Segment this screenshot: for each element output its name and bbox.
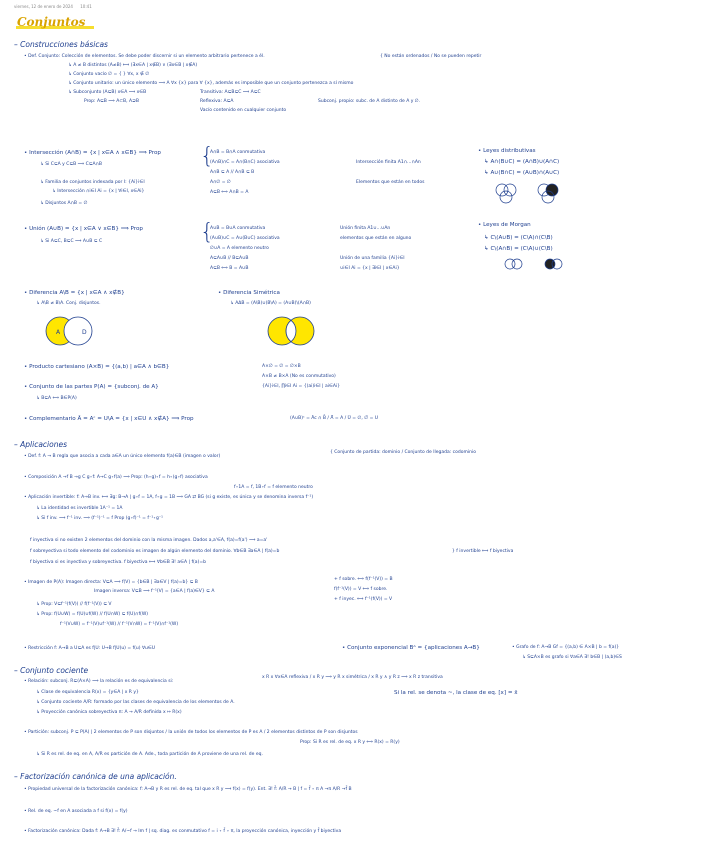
line-cartesian: • Producto cartesiano (A×B) = {(a,b) | a∈A ∧ b∈B} — [24, 364, 170, 370]
line-un-asociativa: (A∪B)∪C = A∪(B∪C) asociativa — [210, 236, 280, 241]
line-difference-note: ↳ A\B ≠ B\A. Conj. disjuntos. — [36, 301, 101, 306]
line-canonical-factorization: • Factorización canónica: Dada f: A→B ∃! f̄: A/~f → Im f | sq. diag. es conmutativo f = i ∘ f̄ ∘ π, la proyección canónica, inyección y f̄ biyectiva — [24, 829, 342, 834]
line-restriction: • Restricción f: A→B a U⊆A es f|U: U→B f|U(u) = f(u) ∀u∈U — [24, 646, 156, 651]
line-image-inverse: Imagen inversa: V⊆B ⟹ f⁻¹(V) = {a∈A | f(a)∈V} ⊆ A — [94, 589, 215, 594]
line-relation-props: x R x ∀x∈A reflexiva / x R y ⟹ y R x simétrica / x R y ∧ y R z ⟹ x R z transitiva — [262, 675, 443, 680]
brace-intersection-props: { — [200, 144, 214, 169]
line-injective: f inyectiva si no existen 2 elementos del dominio con la misma imagen. Dados a,a'∈A, f(a)=f(a') ⟹ a=a' — [30, 538, 268, 543]
line-def-conjunto: • Def. Conjunto: Colección de elementos. Se debe poder discernir si un elemento arbitrario pertenece a él. — [24, 54, 265, 59]
line-union: • Unión (A∪B) = {x | x∈A ∨ x∈B} ⟹ Prop — [24, 226, 143, 232]
venn-label-d: D — [82, 329, 87, 336]
line-image-direct: • Imagen de P(A): Imagen directa: V⊆A ⟹ f(V) = {b∈B | ∃a∈V | f(a)=b} ⊆ B — [24, 580, 198, 585]
line-partition-relation: ↳ Si R es rel. de eq. en A, A/R es partición de A. Ade., toda partición de A proviene de una rel. de eq. — [36, 752, 263, 757]
symmetric-difference-venn — [258, 312, 328, 350]
line-inverse-prop: ↳ Si f inv. ⟹ f⁻¹ inv. ⟹ (f⁻¹)⁻¹ = f Prop (g∘f)⁻¹ = f⁻¹∘g⁻¹ — [36, 516, 163, 521]
line-transitive: Transitiva: A⊆B⊆C ⟹ A⊆C — [200, 90, 261, 95]
line-set-properties: { No están ordenados / No se pueden repetir — [380, 54, 482, 59]
line-finite-intersection: Intersección finita A1∩…∩An — [356, 160, 421, 165]
section-heading-basic: – Construcciones básicas — [14, 40, 108, 49]
line-un-conmutativa: A∪B = B∪A conmutativa — [210, 226, 266, 231]
line-cart-noncommutative: A×B ≠ B×A (No es conmutativo) — [262, 374, 336, 379]
line-intersection: • Intersección (A∩B) = {x | x∈A ∧ x∈B} ⟹ Prop — [24, 150, 161, 156]
line-relation: • Relación: subconj. R⊆(A×A) ⟹ la relación es de equivalencia si: — [24, 679, 174, 684]
line-invertible: • Aplicación invertible: f: A→B inv. ⟺ ∃g: B→A | g∘f = 1A, f∘g = 1B ⟹ GA ⇄ BG (si g existe, es única y se denomina inversa f⁻¹) — [24, 495, 314, 500]
line-symmetric-difference: • Diferencia Simétrica — [218, 290, 280, 296]
line-surj-cond-2: f(f⁻¹(V)) = V ⟺ f sobre. — [334, 587, 388, 592]
line-union-family-def: ∪i∈I Ai = {x | ∃i∈I | x∈Ai} — [340, 266, 400, 271]
line-invertible-iff-bijective: } f invertible ⟺ f biyectiva — [452, 549, 514, 554]
line-int-iff: A⊆B ⟺ A∩B = A — [210, 190, 249, 195]
line-un-iff: A⊆B ⟺ B = A∪B — [210, 266, 249, 271]
line-complement: • Complementario Ā = Aᶜ = U\A = {x | x∈U ∧ x∉A} ⟹ Prop — [24, 416, 194, 422]
line-inj-cond: + f inyec. ⟺ f⁻¹(f(V)) = V — [334, 597, 393, 602]
date-text: viernes, 12 de enero de 2024 — [14, 4, 73, 9]
line-distributive: • Leyes distributivas — [478, 148, 536, 154]
line-surj-cond: + f sobre. ⟺ f(f⁻¹(V)) = B — [334, 577, 393, 582]
line-morgan: • Leyes de Morgan — [478, 222, 531, 228]
line-disjoint: ↳ Disjuntos A∩B = ∅ — [40, 201, 88, 206]
line-partition: • Partición: subconj. P ⊆ P(A) | 2 elementos de P son disjuntos / la unión de todos los elementos de P es A / 2 elementos distintos de P son disjuntos — [24, 730, 358, 735]
line-partition-prop: Prop: Si R es rel. de eq. x R y ⟺ R(x) = R(y) — [300, 740, 400, 745]
line-morgan-1: ↳ C\(A∪B) = (C\A)∩(C\B) — [484, 235, 553, 241]
line-proper-subset: Subconj. propio: subc. de A distinto de A y ∅. — [318, 99, 421, 104]
brace-union-props: { — [200, 220, 214, 245]
line-cart-empty: A×∅ = ∅ = ∅×B — [262, 364, 301, 369]
section-label: Aplicaciones — [20, 440, 67, 449]
section-label: Construcciones básicas — [20, 40, 108, 49]
line-symmetric-def: ↳ AΔB = (A\B)∪(B\A) = (A∪B)\(A∩B) — [230, 301, 311, 306]
line-domain-codomain: { Conjunto de partida: dominio / Conjunto de llegada: codominio — [330, 450, 476, 455]
line-unitary-set: ↳ Conjunto unitario: un único elemento ⟹ A ∀x {x} para ∀ {x}, además es imposible que un conjunto pertenezca a sí mismo — [68, 81, 354, 86]
line-universal-property: • Propiedad universal de la factorización canónica: f: A→B y R es rel. de eq. tal que x R y ⟹ f(x) = f(y). Ent. ∃! f̄: A/R → B | f = f̄ ∘ π A →π A/R →f̄ B — [24, 787, 352, 792]
time-text: 10:41 — [80, 4, 92, 9]
line-cart-family: {Ai}i∈I, ∏i∈I Ai = {(ai)i∈I | ai∈Ai} — [262, 384, 341, 389]
line-graph: • Grafo de f: A→B Gf = {(a,b) ∈ A×B | b = f(a)} — [512, 645, 620, 650]
line-canonical-projection: ↳ Proyección canónica sobreyectiva π: A → A/R definida x ↦ R(x) — [36, 710, 182, 715]
line-identity-inv: ↳ La identidad es invertible 1A⁻¹ = 1A — [36, 506, 123, 511]
line-union-family: Unión de una familia {Ai}i∈I — [340, 256, 405, 261]
line-finite-union: Unión finita A1∪…∪An — [340, 226, 391, 231]
line-un-neutro: ∅∪A = A elemento neutro — [210, 246, 269, 251]
line-assoc-relation: • Rel. de eq. ~f en A asociada a f si f(x) = f(y) — [24, 809, 128, 814]
section-heading-quotient: – Conjunto cociente — [14, 666, 89, 675]
line-int-asociativa: (A∩B)∩C = A∩(B∩C) asociativa — [210, 160, 280, 165]
page-title: Conjuntos — [17, 15, 86, 29]
line-union-sub: ↳ Si A⊆C, B⊆C ⟹ A∪B ⊆ C — [40, 239, 103, 244]
line-distributive-1: ↳ A∩(B∪C) = (A∩B)∪(A∩C) — [484, 159, 560, 165]
venn-b-plain — [64, 317, 92, 345]
line-morgan-2: ↳ C\(A∩B) = (C\A)∪(C\B) — [484, 246, 553, 252]
line-reflexive: Reflexiva: A⊆A — [200, 99, 234, 104]
line-power-set: • Conjunto de las partes P(A) = {subconj. de A} — [24, 384, 159, 390]
line-equiv-class: ↳ Clase de equivalencia R(x) = {y∈A | x R y} — [36, 690, 139, 695]
line-in-some: elementos que están en alguno — [340, 236, 412, 241]
note-date — [14, 4, 92, 9]
difference-venn — [36, 312, 106, 350]
line-quotient-set: ↳ Conjunto cociente A/R: formado por las clases de equivalencia de los elementos de A. — [36, 700, 235, 705]
line-empty-contained: Vacío contenido en cualquier conjunto — [200, 108, 287, 113]
line-int-contained: A∩B ⊆ A // A∩B ⊆ B — [210, 170, 255, 175]
line-family: ↳ Familia de conjuntos indexada por I: {Ai}i∈I — [40, 180, 145, 185]
line-complement-props: (A∪B)ᶜ = Āc ∩ B̄ / Ā̄ = A / Ū = ∅, ∅̄ = U — [290, 416, 379, 421]
line-surjective: f sobreyectiva si todo elemento del codominio es imagen de algún elemento del dominio. ∀b∈B ∃a∈A | f(a)=b — [30, 549, 280, 554]
line-graph-cond: ↳ S⊆A×B es grafo si ∀a∈A ∃! b∈B | (a,b)∈S — [522, 655, 622, 660]
venn-circle-b2 — [546, 184, 558, 196]
line-difference: • Diferencia A\B = {x | x∈A ∧ x∉B} — [24, 290, 125, 296]
venn-circle-c — [500, 191, 512, 203]
line-subset-prop: Prop: A⊆B ⟹ A⊂B, A⊇B — [84, 99, 139, 104]
line-def-function: • Def. f: A → B regla que asocia a cada a∈A un único elemento f(a)∈B (imagen o valor) — [24, 454, 221, 459]
line-power-set-sub: ↳ B⊆A ⟺ B∈P(A) — [36, 396, 77, 401]
venn-circle-b — [504, 184, 516, 196]
line-image-prop-3: f⁻¹(V∪W) = f⁻¹(V)∪f⁻¹(W) // f⁻¹(V∩W) = f⁻¹(V)∩f⁻¹(W) — [60, 622, 179, 627]
line-un-contained: A⊆A∪B // B⊆A∪B — [210, 256, 249, 261]
morgan-venn-diagrams — [500, 256, 580, 276]
line-in-all: Elementos que están en todos — [356, 180, 425, 185]
line-int-empty: A∩∅ = ∅ — [210, 180, 231, 185]
venn-label-a: A — [56, 329, 61, 336]
line-family-intersection: ↳ Intersección ∩i∈I Ai = {x | ∀i∈I, x∈Ai} — [52, 189, 145, 194]
line-distinct-sets: ↳ A ≠ B distintos (A≠B) ⟺ (∃x∈A | x∉B) ∨ (∃x∈B | x∉A) — [68, 63, 198, 68]
section-heading-apps: – Aplicaciones — [14, 440, 67, 449]
line-bijective: f biyectiva si es inyectiva y sobreyectiva. f biyectiva ⟺ ∀b∈B ∃! a∈A | f(a)=b — [30, 560, 206, 565]
line-subset: ↳ Subconjunto (A⊆B) x∈A ⟹ x∈B — [68, 90, 147, 95]
line-image-prop-1: ↳ Prop: V⊆f⁻¹(f(V)) // f(f⁻¹(V)) ⊆ V — [36, 602, 112, 607]
line-image-prop-2: ↳ Prop: f(U∪W) = f(U)∪f(W) // f(U∩W) ⊆ f(U)∩f(W) — [36, 612, 149, 617]
line-exponential: • Conjunto exponencial Bᴬ = {aplicaciones A→B} — [342, 645, 480, 651]
line-int-conmutativa: A∩B = B∩A conmutativa — [210, 150, 266, 155]
line-composition-neutral: f∘1A = f, 1B∘f = f elemento neutro — [234, 485, 313, 490]
line-distributive-2: ↳ A∪(B∩C) = (A∪B)∩(A∪C) — [484, 170, 560, 176]
line-composition: • Composición A →f B →g C g∘f: A→C g∘f(a) ⟹ Prop: (h∘g)∘f = h∘(g∘f) asociativa — [24, 475, 208, 480]
section-label: Conjunto cociente — [20, 666, 89, 675]
line-intersection-sub: ↳ Si C⊆A y C⊆B ⟹ C⊆A∩B — [40, 162, 102, 167]
section-label: Factorización canónica de una aplicación. — [20, 772, 177, 781]
distributive-venn-diagrams — [492, 180, 572, 210]
line-empty-set: ↳ Conjunto vacío ∅ = { } ∀x, x ∉ ∅ — [68, 72, 150, 77]
line-class-notation: Si la rel. se denota ~, la clase de eq. [x] = x̄ — [394, 690, 518, 696]
section-heading-factorization: – Factorización canónica de una aplicación. — [14, 772, 177, 781]
